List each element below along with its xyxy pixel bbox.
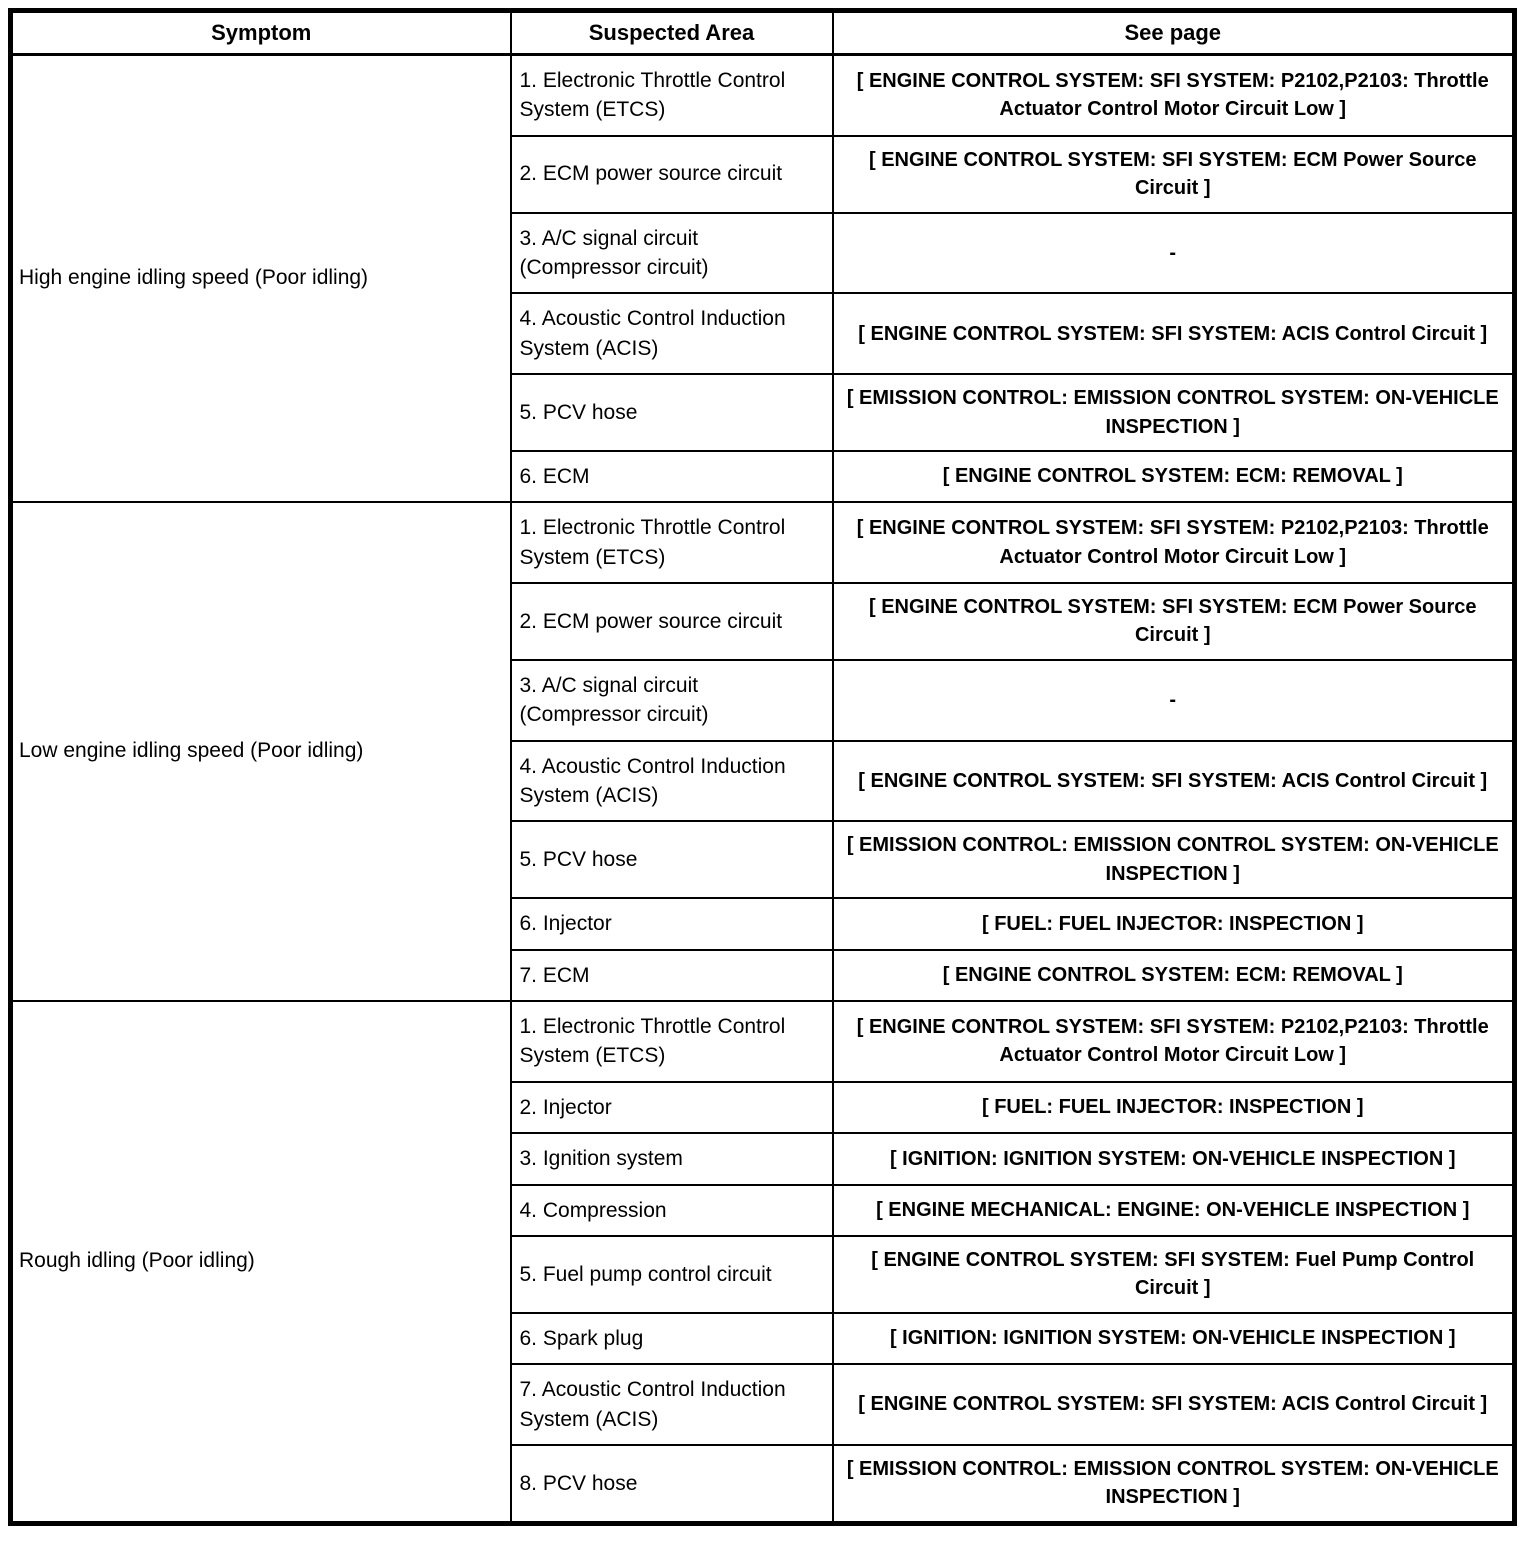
suspected-area-cell: 2. ECM power source circuit	[511, 136, 833, 213]
see-page-reference-link[interactable]: [ ENGINE MECHANICAL: ENGINE: ON-VEHICLE INSPECTION ]	[833, 1185, 1515, 1236]
suspected-area-cell: 3. A/C signal circuit (Compressor circuit)	[511, 660, 833, 741]
see-page-reference-link[interactable]: [ EMISSION CONTROL: EMISSION CONTROL SYSTEM: ON-VEHICLE INSPECTION ]	[833, 374, 1515, 451]
see-page-reference-link[interactable]: [ ENGINE CONTROL SYSTEM: SFI SYSTEM: ECM Power Source Circuit ]	[833, 583, 1515, 660]
suspected-area-cell: 1. Electronic Throttle Control System (ETCS)	[511, 502, 833, 583]
suspected-area-cell: 4. Acoustic Control Induction System (ACIS)	[511, 741, 833, 822]
suspected-area-cell: 6. Injector	[511, 898, 833, 949]
table-row	[11, 1001, 1515, 1082]
see-page-reference-link[interactable]: [ ENGINE CONTROL SYSTEM: ECM: REMOVAL ]	[833, 950, 1515, 1001]
symptom-cell: Rough idling (Poor idling)	[11, 1001, 511, 1523]
see-page-reference-link[interactable]: [ ENGINE CONTROL SYSTEM: SFI SYSTEM: ACIS Control Circuit ]	[833, 293, 1515, 374]
suspected-area-cell: 4. Compression	[511, 1185, 833, 1236]
see-page-reference-link[interactable]: [ ENGINE CONTROL SYSTEM: SFI SYSTEM: ACIS Control Circuit ]	[833, 741, 1515, 822]
symptom-cell: High engine idling speed (Poor idling)	[11, 55, 511, 503]
see-page-reference-link[interactable]: [ ENGINE CONTROL SYSTEM: SFI SYSTEM: P2102,P2103: Throttle Actuator Control Motor Circuit Low ]	[833, 502, 1515, 583]
see-page-reference-link[interactable]: [ ENGINE CONTROL SYSTEM: SFI SYSTEM: P2102,P2103: Throttle Actuator Control Motor Circuit Low ]	[833, 55, 1515, 136]
see-page-reference-link[interactable]: [ EMISSION CONTROL: EMISSION CONTROL SYSTEM: ON-VEHICLE INSPECTION ]	[833, 1445, 1515, 1523]
see-page-reference-link[interactable]: [ IGNITION: IGNITION SYSTEM: ON-VEHICLE INSPECTION ]	[833, 1133, 1515, 1184]
column-header-see-page: See page	[833, 11, 1515, 55]
suspected-area-cell: 2. ECM power source circuit	[511, 583, 833, 660]
table-row	[11, 502, 1515, 583]
suspected-area-cell: 3. A/C signal circuit (Compressor circuit)	[511, 213, 833, 294]
column-header-suspected-area: Suspected Area	[511, 11, 833, 55]
suspected-area-cell: 5. Fuel pump control circuit	[511, 1236, 833, 1313]
table-header-row	[11, 11, 1515, 55]
see-page-reference-link[interactable]: [ ENGINE CONTROL SYSTEM: SFI SYSTEM: ACIS Control Circuit ]	[833, 1364, 1515, 1445]
symptom-cell: Low engine idling speed (Poor idling)	[11, 502, 511, 1001]
suspected-area-cell: 6. Spark plug	[511, 1313, 833, 1364]
suspected-area-cell: 7. ECM	[511, 950, 833, 1001]
see-page-reference-link[interactable]: [ ENGINE CONTROL SYSTEM: ECM: REMOVAL ]	[833, 451, 1515, 502]
suspected-area-cell: 1. Electronic Throttle Control System (ETCS)	[511, 1001, 833, 1082]
suspected-area-cell: 8. PCV hose	[511, 1445, 833, 1523]
suspected-area-cell: 7. Acoustic Control Induction System (ACIS)	[511, 1364, 833, 1445]
see-page-empty-cell: -	[833, 660, 1515, 741]
symptom-troubleshooting-table	[8, 8, 1517, 1526]
column-header-symptom: Symptom	[11, 11, 511, 55]
see-page-reference-link[interactable]: [ FUEL: FUEL INJECTOR: INSPECTION ]	[833, 898, 1515, 949]
see-page-reference-link[interactable]: [ EMISSION CONTROL: EMISSION CONTROL SYSTEM: ON-VEHICLE INSPECTION ]	[833, 821, 1515, 898]
see-page-reference-link[interactable]: [ IGNITION: IGNITION SYSTEM: ON-VEHICLE INSPECTION ]	[833, 1313, 1515, 1364]
suspected-area-cell: 4. Acoustic Control Induction System (ACIS)	[511, 293, 833, 374]
suspected-area-cell: 1. Electronic Throttle Control System (ETCS)	[511, 55, 833, 136]
see-page-reference-link[interactable]: [ ENGINE CONTROL SYSTEM: SFI SYSTEM: P2102,P2103: Throttle Actuator Control Motor Circuit Low ]	[833, 1001, 1515, 1082]
see-page-reference-link[interactable]: [ ENGINE CONTROL SYSTEM: SFI SYSTEM: Fuel Pump Control Circuit ]	[833, 1236, 1515, 1313]
see-page-reference-link[interactable]: [ FUEL: FUEL INJECTOR: INSPECTION ]	[833, 1082, 1515, 1133]
see-page-empty-cell: -	[833, 213, 1515, 294]
suspected-area-cell: 5. PCV hose	[511, 821, 833, 898]
suspected-area-cell: 3. Ignition system	[511, 1133, 833, 1184]
table-row	[11, 55, 1515, 136]
see-page-reference-link[interactable]: [ ENGINE CONTROL SYSTEM: SFI SYSTEM: ECM Power Source Circuit ]	[833, 136, 1515, 213]
suspected-area-cell: 2. Injector	[511, 1082, 833, 1133]
suspected-area-cell: 5. PCV hose	[511, 374, 833, 451]
suspected-area-cell: 6. ECM	[511, 451, 833, 502]
